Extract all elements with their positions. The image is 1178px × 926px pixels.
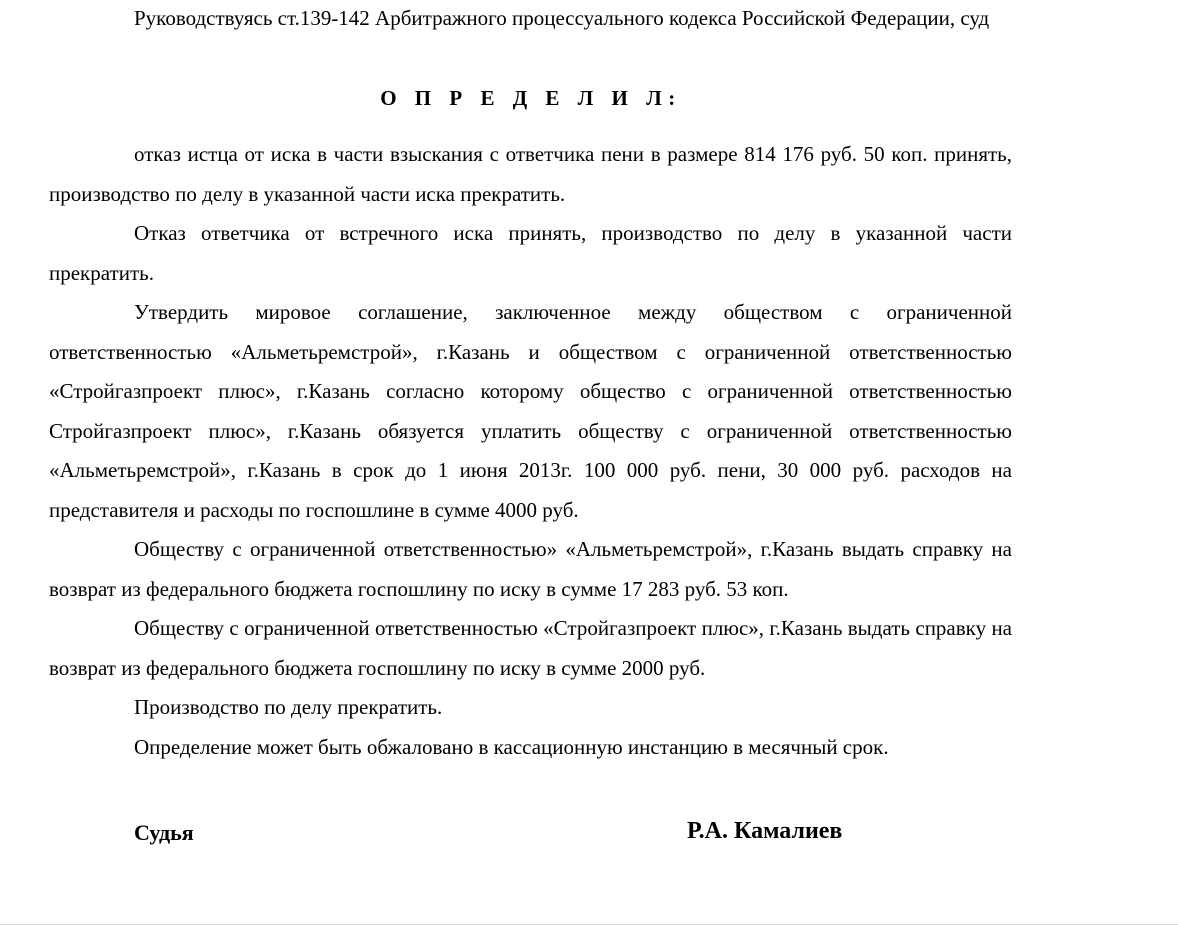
- ruling-paragraph-3: Утвердить мировое соглашение, заключенное между обществом с ограниченной ответственностью «Альметьремстрой», г.Казань и обществом с ограниченной ответственностью «Стройгазпроект плюс», г.Казань согласно которому общество с ограниченной ответственностью Стройгазпроект плюс», г.Казань обязуется уплатить обществу с ограниченной ответственностью «Альметьремстрой», г.Казань в срок до 1 июня 2013г. 100 000 руб. пени, 30 000 руб. расходов на представителя и расходы по госпошлине в сумме 4000 руб.: [49, 300, 1012, 522]
- ruling-paragraph-6: Производство по делу прекратить.: [134, 695, 443, 719]
- intro-paragraph: Руководствуясь ст.139-142 Арбитражного процессуального кодекса Российской Федерации, суд: [134, 6, 990, 30]
- ruling-paragraph-2: Отказ ответчика от встречного иска принять, производство по делу в указанной части прекратить.: [49, 221, 1012, 285]
- signature-label: Судья: [134, 820, 194, 845]
- signature-name: Р.А. Камалиев: [687, 818, 843, 844]
- ruling-paragraph-7: Определение может быть обжаловано в кассационную инстанцию в месячный срок.: [134, 734, 889, 759]
- ruling-heading-text: О П Р Е Д Е Л И Л:: [380, 86, 682, 110]
- intro-block: [49, 0, 1012, 39]
- ruling-paragraph-1: отказ истца от иска в части взыскания с ответчика пени в размере 814 176 руб. 50 коп. принять, производство по делу в указанной части иска прекратить.: [49, 142, 1012, 206]
- ruling-paragraph-5: Обществу с ограниченной ответственностью «Стройгазпроект плюс», г.Казань выдать справку на возврат из федерального бюджета госпошлину по иску в сумме 2000 руб.: [49, 616, 1012, 680]
- ruling-paragraph-4: Обществу с ограниченной ответственностью» «Альметьремстрой», г.Казань выдать справку на возврат из федерального бюджета госпошлину по иску в сумме 17 283 руб. 53 коп.: [49, 537, 1012, 601]
- ruling-body: [49, 135, 1012, 767]
- ruling-heading: [0, 82, 1178, 114]
